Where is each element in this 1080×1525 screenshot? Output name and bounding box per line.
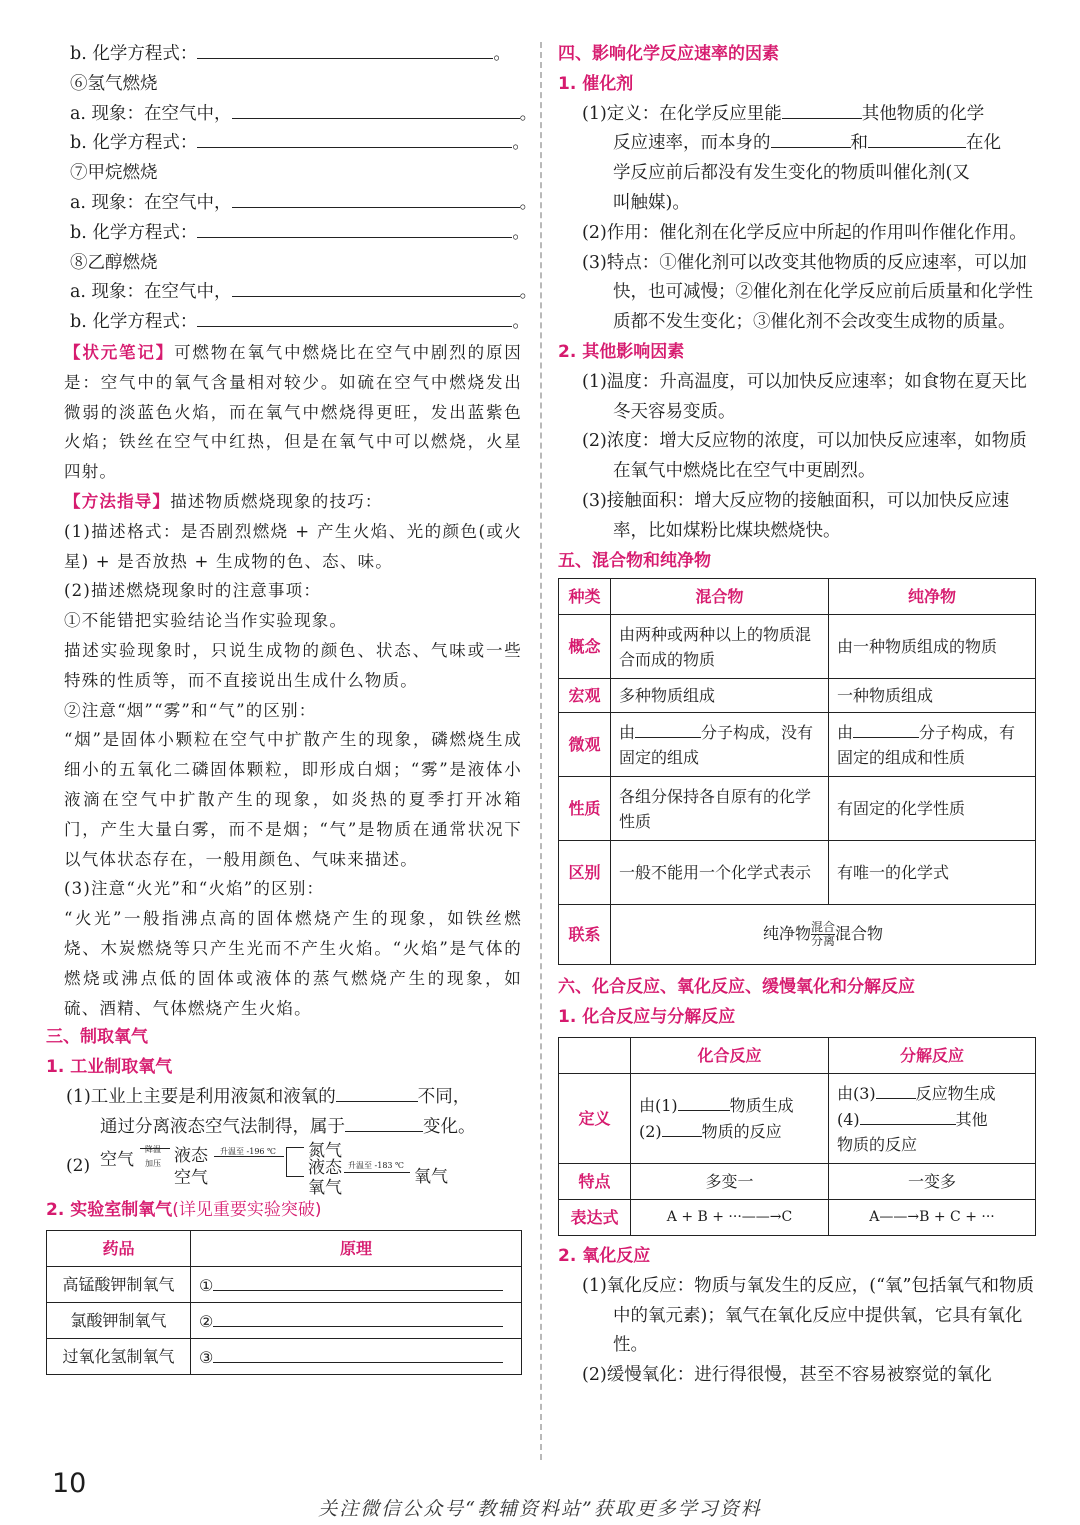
cell-text: 其他 [955, 1109, 988, 1129]
line-text: b. 化学方程式： [70, 222, 198, 243]
line-text: b. 化学方程式： [70, 312, 198, 333]
lab-oxygen-table [46, 1230, 522, 1375]
period: 。 [519, 103, 538, 124]
table-header-row [559, 1037, 1036, 1073]
item-ethanol: ⑧乙醇燃烧 [70, 252, 158, 273]
industry-line [46, 1083, 522, 1113]
section-heading: 四、影响化学反应速率的因素 [558, 44, 779, 64]
subsection-heading: 1. 催化剂 [558, 73, 634, 94]
row-key: 区别 [559, 841, 611, 905]
row-key: 联系 [559, 905, 611, 965]
separation-flow [46, 1141, 522, 1199]
mixture-table [558, 578, 1036, 965]
flow-arrow [286, 1176, 304, 1177]
catalyst-paragraph: (2)作用：催化剂在化学反应中所起的作用叫作催化作用。 [582, 222, 1027, 243]
method-guide [46, 487, 522, 1023]
phenomenon-line [46, 189, 538, 219]
flow-label: (2) [66, 1156, 91, 1177]
equation-line [46, 308, 530, 338]
relation-mixture: 混合物 [835, 924, 884, 944]
empty-header [559, 1037, 631, 1073]
line-text: a. 现象：在空气中， [70, 192, 232, 213]
section-heading: 六、化合反应、氧化反应、缓慢氧化和分解反应 [558, 977, 915, 998]
table-row [47, 1303, 522, 1339]
catalyst-paragraph: (3)特点：①催化剂可以改变其他物质的反应速率，可以加快，也可减慢；②催化剂在化学反应前后质量和化学性质都不发生变化；③催化剂不会改变生成物的质量。 [582, 252, 1033, 333]
table-row [559, 1073, 1036, 1163]
flow-arrow [214, 1156, 284, 1157]
answer-blank[interactable] [232, 100, 520, 119]
table-row [559, 1199, 1036, 1235]
line-text: 反应速率，而本身的 [613, 133, 771, 154]
period: 。 [519, 282, 538, 303]
line-text: 不同， [417, 1086, 471, 1107]
row-key: 概念 [559, 615, 611, 679]
period: 。 [512, 133, 530, 154]
mixture-cell [611, 713, 829, 777]
answer-blank[interactable] [213, 1272, 503, 1291]
cell-text: 由(3) [837, 1083, 876, 1103]
column-header: 种类 [559, 579, 611, 615]
flow-oxygen: 氧气 [414, 1167, 448, 1188]
period: 。 [512, 312, 530, 333]
answer-blank[interactable] [678, 1092, 730, 1111]
equation-line [46, 129, 530, 159]
answer-blank[interactable] [336, 1083, 418, 1102]
line-text: b. 化学方程式： [70, 44, 198, 64]
column-header: 纯净物 [829, 579, 1036, 615]
item-methane: ⑦甲烷燃烧 [70, 163, 158, 184]
item-number: ③ [199, 1347, 214, 1367]
subsection-heading: 2. 其他影响因素 [558, 341, 685, 362]
column-divider [540, 42, 542, 1460]
table-row [559, 777, 1036, 841]
note-heading: 描述物质燃烧现象的技巧： [170, 491, 383, 511]
note-tag: 【状元笔记】 [64, 342, 175, 362]
factor-paragraph: (3)接触面积：增大反应物的接触面积，可以加快反应速率，比如煤粉比煤块燃烧快。 [582, 490, 1010, 541]
phenomenon-line [46, 100, 538, 130]
combination-feature: 多变一 [631, 1163, 829, 1199]
mixture-cell: 各组分保持各自原有的化学性质 [611, 777, 829, 841]
note-paragraph: “烟”是固体小颗粒在空气中扩散产生的现象，磷燃烧生成细小的五氧化二磷固体颗粒，即形成白烟；“雾”是液体小液滴在空气中扩散产生的现象，如炎热的夏季打开冰箱门，产生大量白雾，而不是烟；“气”是物质在通常状况下以气体状态存在，一般用颜色、气味来描述。 [64, 730, 522, 869]
factor-paragraph: (1)温度：升高温度，可以加快反应速率；如食物在夏天比冬天容易变质。 [582, 371, 1027, 422]
oxidation-paragraph: (1)氧化反应：物质与氧发生的反应，(“氧”包括氧气和物质中的氧元素)；氧气在氧化反应中提供氧，它具有氧化性。 [582, 1275, 1035, 1356]
answer-blank[interactable] [662, 1118, 702, 1137]
heading-text: 2. 实验室制氧气 [46, 1200, 173, 1221]
item-number: ② [199, 1311, 214, 1331]
row-key: 宏观 [559, 679, 611, 713]
mixture-cell: 一般不能用一个化学式表示 [611, 841, 829, 905]
period: 。 [493, 44, 511, 64]
note-paragraph: (1)描述格式：是否剧烈燃烧 + 产生火焰、光的颜色(或火星) + 是否放热 + 生成物的色、态、味。 [64, 521, 522, 571]
drug-cell: 高锰酸钾制氧气 [47, 1267, 191, 1303]
line-text: 和 [850, 133, 868, 154]
pure-cell: 有唯一的化学式 [829, 841, 1036, 905]
table-row [559, 615, 1036, 679]
champion-note [46, 338, 522, 487]
decomposition-definition [829, 1073, 1036, 1163]
answer-blank[interactable] [232, 278, 520, 297]
line-text: 在化 [966, 133, 1001, 154]
note-paragraph: ②注意“烟”“雾”和“气”的区别： [64, 700, 317, 720]
pure-cell [829, 713, 1036, 777]
flow-liquid-air: 液态空气 [174, 1146, 208, 1189]
cell-text: 物质的反应 [701, 1122, 782, 1142]
column-header: 药品 [47, 1231, 191, 1267]
answer-blank[interactable] [771, 129, 851, 148]
flow-condition: 升温至 -196 ℃ [220, 1147, 277, 1157]
cell-text: (4) [837, 1109, 860, 1129]
catalyst-line [558, 129, 1036, 159]
flow-condition: 升温至 -183 ℃ [348, 1161, 405, 1171]
flow-condition: 降温 [145, 1145, 161, 1155]
column-header: 分解反应 [829, 1037, 1036, 1073]
row-key: 定义 [559, 1073, 631, 1163]
period: 。 [519, 192, 538, 213]
catalyst-line [558, 100, 1036, 130]
note-paragraph: 描述实验现象时，只说生成物的颜色、状态、气味或一些特殊的性质等，而不直接说出生成什么物质。 [64, 640, 522, 690]
left-column [46, 40, 538, 1375]
answer-blank[interactable] [232, 189, 520, 208]
table-row [559, 679, 1036, 713]
line-text: b. 化学方程式： [70, 133, 198, 154]
note-paragraph: (2)描述燃烧现象时的注意事项： [64, 581, 322, 601]
answer-blank[interactable] [213, 1344, 503, 1363]
drug-cell: 过氧化氢制氧气 [47, 1339, 191, 1375]
line-text: 通过分离液态空气法制得，属于 [100, 1116, 345, 1137]
flow-liquid-oxygen: 液态氧气 [308, 1158, 342, 1199]
flow-nitrogen: 氮气 [308, 1141, 342, 1162]
section-heading: 三、制取氧气 [46, 1027, 148, 1048]
cell-text: 物质生成 [729, 1096, 794, 1116]
right-column [558, 40, 1036, 1391]
subsection-heading: 2. 氧化反应 [558, 1245, 651, 1266]
subsection-heading: 1. 化合反应与分解反应 [558, 1007, 736, 1028]
subsection-heading: 1. 工业制取氧气 [46, 1057, 173, 1078]
table-row [47, 1267, 522, 1303]
cell-text: 由(1) [639, 1096, 678, 1116]
equation-line [46, 219, 530, 249]
decomposition-expression: A——→B + C + ··· [829, 1199, 1036, 1235]
combination-expression: A + B + ···——→C [631, 1199, 829, 1235]
industry-line [46, 1113, 522, 1143]
catalyst-line: 学反应前后都没有发生变化的物质叫催化剂(又 [613, 163, 970, 184]
answer-blank[interactable] [213, 1308, 503, 1327]
relation-arrows [811, 921, 835, 948]
flow-branch [286, 1147, 287, 1177]
flow-arrow [344, 1172, 410, 1173]
table-row [559, 713, 1036, 777]
note-paragraph: ①不能错把实验结论当作实验现象。 [64, 611, 348, 631]
answer-blank[interactable] [860, 1106, 956, 1125]
line-text: a. 现象：在空气中， [70, 282, 232, 303]
answer-blank[interactable] [876, 1080, 916, 1099]
cell-text: (2) [639, 1122, 662, 1142]
drug-cell: 氯酸钾制氧气 [47, 1303, 191, 1339]
cell-text: 物质的反应 [837, 1134, 918, 1154]
answer-blank[interactable] [635, 719, 701, 738]
line-text: (1)定义：在化学反应里能 [582, 103, 782, 124]
factor-paragraph: (2)浓度：增大反应物的浓度，可以加快反应速率，如物质在氧气中燃烧比在空气中更剧烈。 [582, 431, 1027, 482]
note-paragraph: “火光”一般指沸点高的固体燃烧产生的现象，如铁丝燃烧、木炭燃烧等只产生光而不产生火焰。“火焰”是气体的燃烧或沸点低的固体或液体的蒸气燃烧产生的现象，如硫、酒精、气体燃烧产生火焰。 [64, 909, 522, 1018]
table-header-row [559, 579, 1036, 615]
line-text: 其他物质的化学 [861, 103, 985, 124]
mixture-cell: 多种物质组成 [611, 679, 829, 713]
relation-mix-label: 混合 [810, 920, 835, 935]
answer-blank[interactable] [197, 219, 512, 238]
answer-blank[interactable] [853, 719, 919, 738]
relation-pure: 纯净物 [762, 924, 811, 944]
cell-text: 由 [837, 723, 854, 743]
principle-cell [191, 1303, 522, 1339]
table-row [559, 1163, 1036, 1199]
answer-blank[interactable] [345, 1113, 423, 1132]
row-key: 特点 [559, 1163, 631, 1199]
flow-arrow [286, 1147, 304, 1148]
item-hydrogen: ⑥氢气燃烧 [70, 73, 158, 94]
table-header-row [47, 1231, 522, 1267]
note-tag: 【方法指导】 [64, 491, 171, 511]
column-header: 原理 [191, 1231, 522, 1267]
oxidation-paragraph: (2)缓慢氧化：进行得很慢，甚至不容易被察觉的氧化 [582, 1365, 992, 1386]
row-key: 微观 [559, 713, 611, 777]
mixture-cell: 由两种或两种以上的物质混合而成的物质 [611, 615, 829, 679]
cell-text: 分子构成，没有固定的组成 [619, 723, 814, 768]
column-header: 化合反应 [631, 1037, 829, 1073]
relation-cell [611, 905, 1036, 965]
table-row [47, 1339, 522, 1375]
pure-cell: 有固定的化学性质 [829, 777, 1036, 841]
line-text: (1)工业上主要是利用液氮和液氧的 [66, 1086, 336, 1107]
table-row [559, 841, 1036, 905]
pure-cell: 由一种物质组成的物质 [829, 615, 1036, 679]
decomposition-feature: 一变多 [829, 1163, 1036, 1199]
note-text: 可燃物在氧气中燃烧比在空气中剧烈的原因是：空气中的氧气含量相对较少。如硫在空气中燃烧发出微弱的淡蓝色火焰，而在氧气中燃烧得更旺，发出蓝紫色火焰；铁丝在空气中红热，但是在氧气中可以燃烧，火星四射。 [64, 342, 522, 482]
answer-blank[interactable] [197, 308, 512, 327]
section-heading: 五、混合物和纯净物 [558, 550, 711, 571]
principle-cell [191, 1267, 522, 1303]
answer-blank[interactable] [197, 129, 512, 148]
item-number: ① [199, 1275, 214, 1295]
flow-air: 空气 [100, 1150, 134, 1171]
period: 。 [512, 222, 530, 243]
flow-condition: 加压 [145, 1159, 161, 1169]
heading-note: (详见重要实验突破) [172, 1200, 322, 1221]
cell-text: 反应物生成 [915, 1083, 996, 1103]
answer-blank[interactable] [782, 100, 862, 119]
relation-separate-label: 分离 [810, 934, 835, 949]
table-row [559, 905, 1036, 965]
line-text: 变化。 [423, 1116, 476, 1137]
principle-cell [191, 1339, 522, 1375]
subsection-heading [46, 1196, 522, 1226]
combination-definition [631, 1073, 829, 1163]
line-text: a. 现象：在空气中， [70, 103, 232, 124]
row-key: 表达式 [559, 1199, 631, 1235]
note-paragraph: (3)注意“火光”和“火焰”的区别： [64, 879, 325, 899]
footer-note: 关注微信公众号“教辅资料站”获取更多学习资料 [318, 1498, 762, 1520]
answer-blank[interactable] [868, 129, 966, 148]
row-key: 性质 [559, 777, 611, 841]
equation-line [46, 40, 522, 70]
flow-arrow [140, 1148, 170, 1149]
phenomenon-line [46, 278, 538, 308]
column-header: 混合物 [611, 579, 829, 615]
cell-text: 由 [619, 723, 636, 743]
pure-cell: 一种物质组成 [829, 679, 1036, 713]
cell-text: 分子构成，有固定的组成和性质 [837, 723, 1016, 768]
reaction-table [558, 1037, 1036, 1236]
page-number: 10 [52, 1468, 87, 1499]
answer-blank[interactable] [197, 40, 493, 59]
catalyst-line: 叫触媒)。 [613, 192, 690, 213]
